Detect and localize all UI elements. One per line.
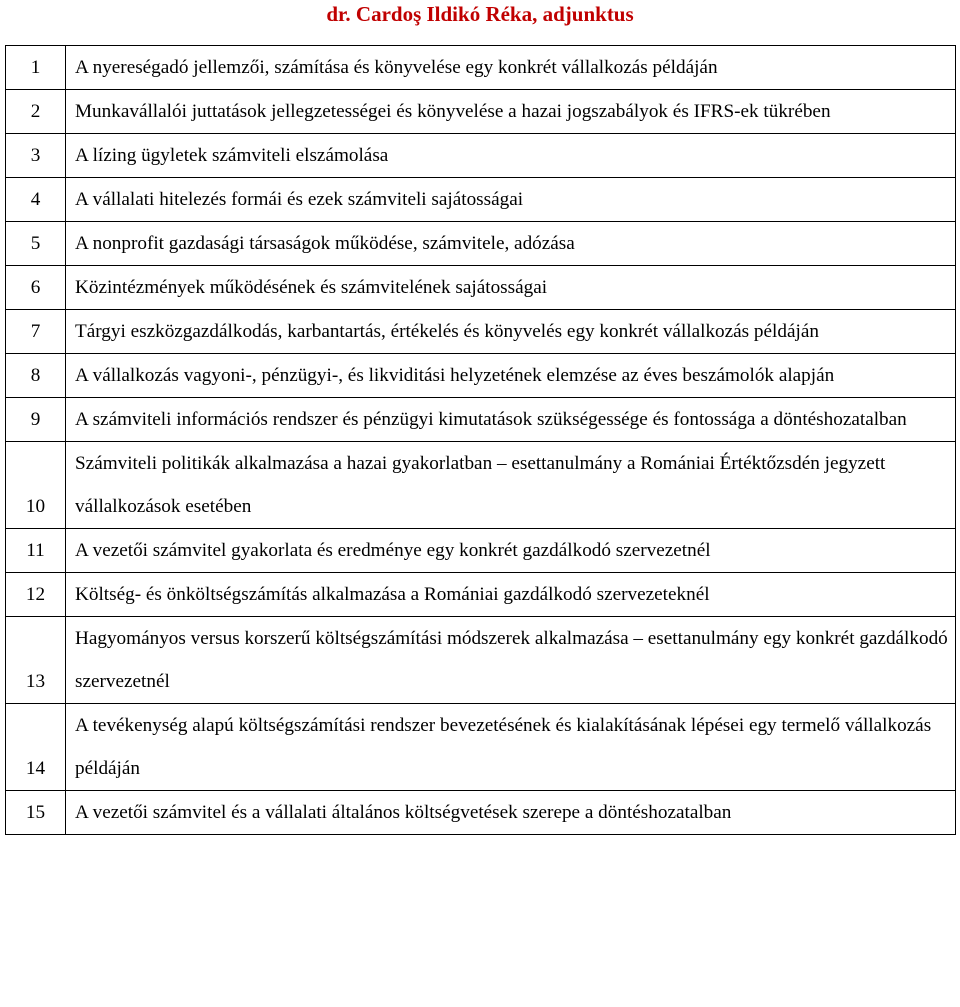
supervisor-heading (0, 0, 960, 40)
topic-title: Költség- és önköltségszámítás alkalmazása a Romániai gazdálkodó szervezeteknél (66, 573, 956, 617)
row-number: 10 (6, 442, 66, 529)
row-number: 4 (6, 178, 66, 222)
row-number: 11 (6, 529, 66, 573)
topic-title: A nonprofit gazdasági társaságok működése, számvitele, adózása (66, 222, 956, 266)
topic-title: Közintézmények működésének és számvitelének sajátosságai (66, 266, 956, 310)
table-row (6, 442, 956, 529)
row-number: 13 (6, 617, 66, 704)
table-row (6, 266, 956, 310)
row-number: 2 (6, 90, 66, 134)
topic-title: A vezetői számvitel gyakorlata és eredménye egy konkrét gazdálkodó szervezetnél (66, 529, 956, 573)
row-number: 14 (6, 704, 66, 791)
topic-title: Hagyományos versus korszerű költségszámítási módszerek alkalmazása – esettanulmány egy konkrét gazdálkodó szervezetnél (66, 617, 956, 704)
table-row (6, 90, 956, 134)
topic-title: A vezetői számvitel és a vállalati általános költségvetések szerepe a döntéshozatalban (66, 791, 956, 835)
table-row (6, 573, 956, 617)
topic-title: A számviteli információs rendszer és pénzügyi kimutatások szükségessége és fontossága a döntéshozatalban (66, 398, 956, 442)
row-number: 5 (6, 222, 66, 266)
row-number: 3 (6, 134, 66, 178)
table-row (6, 46, 956, 90)
row-number: 9 (6, 398, 66, 442)
topic-title: A vállalkozás vagyoni-, pénzügyi-, és likviditási helyzetének elemzése az éves beszámolók alapján (66, 354, 956, 398)
topic-title: Számviteli politikák alkalmazása a hazai gyakorlatban – esettanulmány a Romániai Értéktőzsdén jegyzett vállalkozások esetében (66, 442, 956, 529)
table-row (6, 398, 956, 442)
row-number: 8 (6, 354, 66, 398)
topic-title: A tevékenység alapú költségszámítási rendszer bevezetésének és kialakításának lépései egy termelő vállalkozás példáján (66, 704, 956, 791)
topic-title: A nyereségadó jellemzői, számítása és könyvelése egy konkrét vállalkozás példáján (66, 46, 956, 90)
table-row (6, 704, 956, 791)
thesis-topics-table (5, 45, 956, 835)
table-row (6, 178, 956, 222)
topic-title: Tárgyi eszközgazdálkodás, karbantartás, értékelés és könyvelés egy konkrét vállalkozás példáján (66, 310, 956, 354)
row-number: 6 (6, 266, 66, 310)
row-number: 15 (6, 791, 66, 835)
table-row (6, 134, 956, 178)
supervisor-name: dr. Cardoş Ildikó Réka, adjunktus (326, 2, 634, 26)
row-number: 12 (6, 573, 66, 617)
table-row (6, 310, 956, 354)
table-row (6, 354, 956, 398)
table-row (6, 791, 956, 835)
topic-title: A lízing ügyletek számviteli elszámolása (66, 134, 956, 178)
row-number: 7 (6, 310, 66, 354)
table-row (6, 617, 956, 704)
row-number: 1 (6, 46, 66, 90)
topic-title: Munkavállalói juttatások jellegzetességei és könyvelése a hazai jogszabályok és IFRS-ek tükrében (66, 90, 956, 134)
table-row (6, 222, 956, 266)
table-row (6, 529, 956, 573)
topic-title: A vállalati hitelezés formái és ezek számviteli sajátosságai (66, 178, 956, 222)
